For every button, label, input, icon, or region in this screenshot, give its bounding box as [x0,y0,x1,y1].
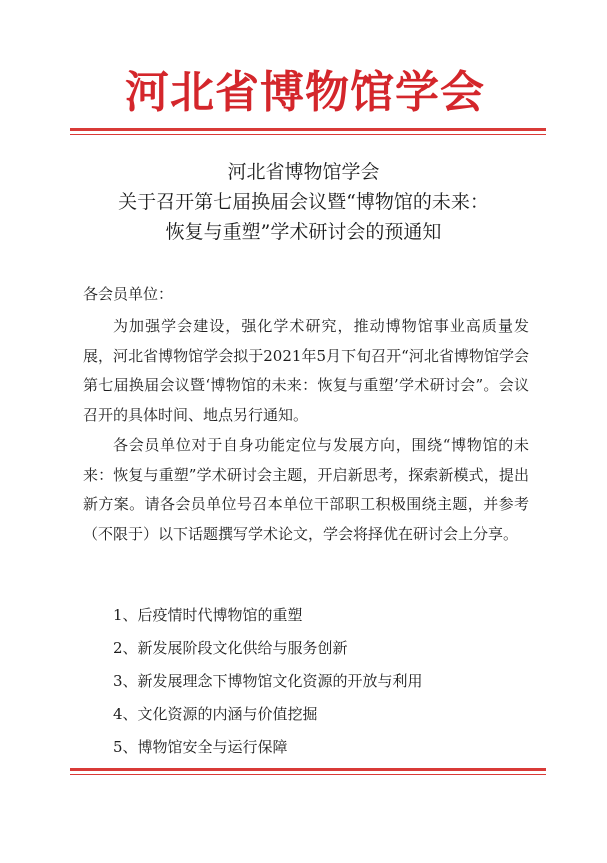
topic-item: 2、新发展阶段文化供给与服务创新 [113,639,348,657]
topic-item: 3、新发展理念下博物馆文化资源的开放与利用 [113,672,423,690]
body-paragraph: 为加强学会建设，强化学术研究，推动博物馆事业高质量发展，河北省博物馆学会拟于2021年5月下旬召开“河北省博物馆学会第七届换届会议暨‘博物馆的未来：恢复与重塑’学术研讨会”。会议召开的具体时间、地点另行通知。 [83,317,529,424]
title-line-3: 恢复与重塑”学术研讨会的预通知 [165,221,442,243]
masthead-org-name: 河北省博物馆学会 [125,67,485,118]
masthead-rule-thick [70,128,546,131]
title-line-2: 关于召开第七届换届会议暨“博物馆的未来： [118,191,489,213]
salutation: 各会员单位： [83,285,174,303]
footer-rule-thin [70,774,546,775]
title-line-1: 河北省博物馆学会 [227,161,380,183]
topic-item: 5、博物馆安全与运行保障 [113,738,288,756]
masthead-rule-thin [70,134,546,135]
notice-title [60,157,547,247]
body-paragraph: 各会员单位对于自身功能定位与发展方向，围绕“博物馆的未来：恢复与重塑”学术研讨会主题，开启新思考，探索新模式，提出新方案。请各会员单位号召本单位干部职工积极围绕主题，并参考（不限于）以下话题撰写学术论文，学会将择优在研讨会上分享。 [83,436,529,543]
footer-rule-thick [70,768,546,771]
topic-item: 4、文化资源的内涵与价值挖掘 [113,705,318,723]
topic-item: 1、后疫情时代博物馆的重塑 [113,606,303,624]
